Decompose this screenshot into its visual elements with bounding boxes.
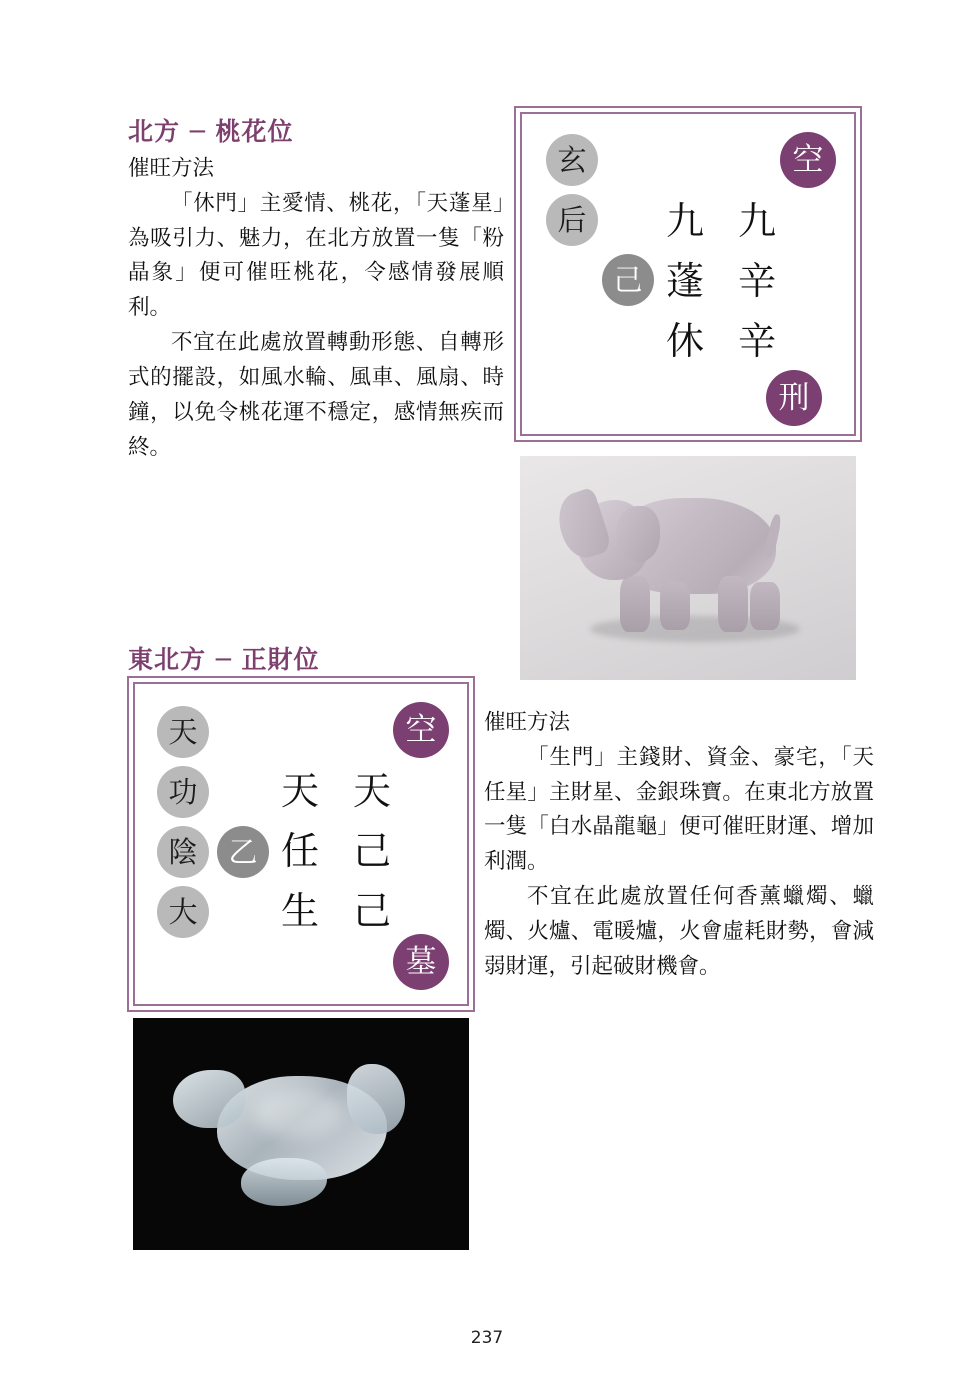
turtle-tail bbox=[241, 1158, 327, 1206]
glyph-sheng: 生 bbox=[281, 889, 320, 933]
chip-kong: 空 bbox=[393, 702, 449, 758]
chip-yin: 陰 bbox=[157, 826, 209, 878]
glyph-tian-right: 天 bbox=[353, 769, 392, 813]
north-paragraph-1: 「休門」主愛情、桃花，「天蓬星」為吸引力、魅力，在北方放置一隻「粉晶象」便可催旺桃花，令感情發展順利。 bbox=[128, 190, 504, 321]
glyph-xin-2: 辛 bbox=[738, 319, 777, 363]
elephant-ear bbox=[616, 506, 660, 562]
elephant-trunk bbox=[551, 487, 613, 563]
chip-ji: 己 bbox=[602, 254, 654, 306]
turtle-fin bbox=[347, 1064, 405, 1134]
chart-northeast-grid bbox=[133, 682, 469, 1006]
elephant-leg bbox=[750, 582, 780, 630]
turtle-head bbox=[173, 1070, 245, 1128]
turtle-highlight bbox=[253, 1088, 343, 1138]
glyph-jiu-right: 九 bbox=[738, 199, 777, 243]
north-paragraph-2: 不宜在此處放置轉動形態、自轉形式的擺設，如風水輪、風車、風扇、時鐘，以免令桃花運不穩定，感情無疾而終。 bbox=[128, 330, 504, 460]
elephant-leg bbox=[660, 582, 690, 630]
glyph-peng: 蓬 bbox=[666, 259, 705, 303]
chip-mu: 墓 bbox=[393, 934, 449, 990]
chip-kong: 空 bbox=[780, 132, 836, 188]
chip-gong: 功 bbox=[157, 766, 209, 818]
chip-xuan: 玄 bbox=[546, 134, 598, 186]
glyph-tian-left: 天 bbox=[281, 769, 320, 813]
chip-yi: 乙 bbox=[217, 826, 269, 878]
northeast-paragraph-2: 不宜在此處放置任何香薰蠟燭、蠟燭、火爐、電暖爐，火會虛耗財勢，會減弱財運，引起破財機會。 bbox=[484, 884, 874, 979]
north-subheading: 催旺方法 bbox=[128, 156, 215, 181]
chip-da: 大 bbox=[157, 886, 209, 938]
chip-tian: 天 bbox=[157, 706, 209, 758]
chip-hou: 后 bbox=[546, 194, 598, 246]
elephant-leg bbox=[718, 576, 748, 632]
north-body-text bbox=[128, 152, 504, 465]
northeast-subheading: 催旺方法 bbox=[484, 710, 571, 735]
photo-white-quartz-dragon-turtle bbox=[133, 1018, 469, 1250]
section-heading-north: 北方 ─ 桃花位 bbox=[128, 117, 294, 146]
glyph-xin-1: 辛 bbox=[738, 259, 777, 303]
chart-north-grid bbox=[520, 112, 856, 436]
chip-xing: 刑 bbox=[766, 370, 822, 426]
page-number: 237 bbox=[470, 1328, 504, 1348]
glyph-jiu-left: 九 bbox=[666, 199, 705, 243]
glyph-ren: 任 bbox=[281, 829, 320, 873]
section-heading-northeast: 東北方 ─ 正財位 bbox=[128, 645, 320, 674]
glyph-ji-2: 己 bbox=[353, 889, 392, 933]
elephant-leg bbox=[620, 576, 650, 632]
northeast-paragraph-1: 「生門」主錢財、資金、豪宅，「天任星」主財星、金銀珠寶。在東北方放置一隻「白水晶龍龜」便可催旺財運、增加利潤。 bbox=[484, 744, 874, 875]
glyph-xiu: 休 bbox=[666, 319, 705, 363]
glyph-ji-1: 己 bbox=[353, 829, 392, 873]
northeast-body-text bbox=[484, 706, 874, 985]
photo-rose-quartz-elephant bbox=[520, 456, 856, 680]
